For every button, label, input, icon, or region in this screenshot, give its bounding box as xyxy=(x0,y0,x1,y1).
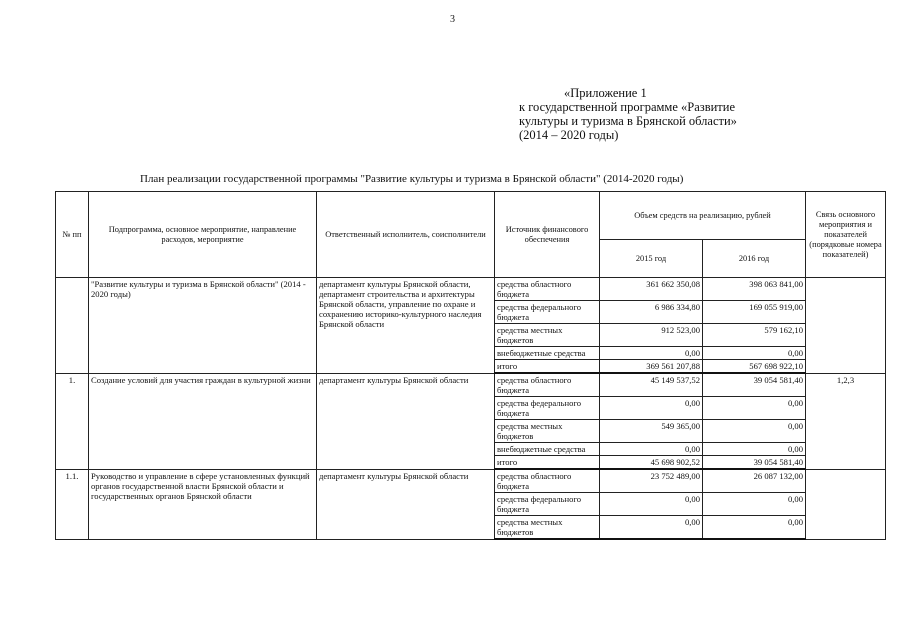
page-number: 3 xyxy=(450,14,455,25)
amount-2016: 398 063 841,00 xyxy=(703,278,806,301)
source-cell: средства федерального бюджета xyxy=(495,397,600,420)
header-volume: Объем средств на реализацию, рублей xyxy=(600,192,806,240)
amount-2015: 549 365,00 xyxy=(600,420,703,443)
appendix-line: к государственной программе «Развитие xyxy=(519,100,735,114)
source-cell: средства областного бюджета xyxy=(495,278,600,301)
table-row xyxy=(56,278,886,301)
amount-2016: 39 054 581,40 xyxy=(703,373,806,397)
header-subprogram: Подпрограмма, основное мероприятие, направление расходов, мероприятие xyxy=(89,192,317,278)
table-row xyxy=(56,373,886,397)
indicator-link xyxy=(806,278,886,374)
table-row xyxy=(56,469,886,493)
source-cell: средства областного бюджета xyxy=(495,373,600,397)
amount-2016: 579 162,10 xyxy=(703,324,806,347)
source-cell: внебюджетные средства xyxy=(495,443,600,456)
source-cell: средства местных бюджетов xyxy=(495,420,600,443)
source-cell: итого xyxy=(495,360,600,374)
source-cell: средства местных бюджетов xyxy=(495,516,600,540)
header-executor: Ответственный исполнитель, соисполнители xyxy=(317,192,495,278)
row-number: 1. xyxy=(56,373,89,469)
plan-title: План реализации государственной программы "Развитие культуры и туризма в Брянской области" (2014-2020 годы) xyxy=(140,173,684,185)
amount-2015: 6 986 334,80 xyxy=(600,301,703,324)
amount-2015: 0,00 xyxy=(600,516,703,540)
amount-2016: 0,00 xyxy=(703,347,806,360)
amount-2016: 0,00 xyxy=(703,493,806,516)
header-2015: 2015 год xyxy=(600,240,703,278)
source-cell: итого xyxy=(495,456,600,470)
amount-2015: 0,00 xyxy=(600,397,703,420)
amount-2016: 169 055 919,00 xyxy=(703,301,806,324)
amount-2015: 23 752 489,00 xyxy=(600,469,703,493)
amount-2015: 369 561 207,88 xyxy=(600,360,703,374)
table-header-row xyxy=(56,192,886,240)
amount-2016: 0,00 xyxy=(703,516,806,540)
plan-table-body xyxy=(56,278,886,540)
measure-name: Создание условий для участия граждан в культурной жизни xyxy=(89,373,317,469)
indicator-link xyxy=(806,469,886,539)
source-cell: средства федерального бюджета xyxy=(495,301,600,324)
header-source: Источник финансового обеспечения xyxy=(495,192,600,278)
amount-2015: 45 698 902,52 xyxy=(600,456,703,470)
executor-cell: департамент культуры Брянской области xyxy=(317,469,495,539)
amount-2015: 361 662 350,08 xyxy=(600,278,703,301)
header-num: № пп xyxy=(56,192,89,278)
measure-name: "Развитие культуры и туризма в Брянской области" (2014 - 2020 годы) xyxy=(89,278,317,374)
amount-2016: 39 054 581,40 xyxy=(703,456,806,470)
amount-2015: 0,00 xyxy=(600,493,703,516)
amount-2015: 912 523,00 xyxy=(600,324,703,347)
amount-2015: 45 149 537,52 xyxy=(600,373,703,397)
source-cell: средства местных бюджетов xyxy=(495,324,600,347)
amount-2016: 0,00 xyxy=(703,443,806,456)
amount-2016: 0,00 xyxy=(703,420,806,443)
source-cell: внебюджетные средства xyxy=(495,347,600,360)
plan-table xyxy=(55,191,886,540)
amount-2016: 567 698 922,10 xyxy=(703,360,806,374)
executor-cell: департамент культуры Брянской области xyxy=(317,373,495,469)
indicator-link: 1,2,3 xyxy=(806,373,886,469)
source-cell: средства областного бюджета xyxy=(495,469,600,493)
source-cell: средства федерального бюджета xyxy=(495,493,600,516)
row-number: 1.1. xyxy=(56,469,89,539)
header-link: Связь основного мероприятия и показателей (порядковые номера показателей) xyxy=(806,192,886,278)
amount-2015: 0,00 xyxy=(600,443,703,456)
header-2016: 2016 год xyxy=(703,240,806,278)
amount-2015: 0,00 xyxy=(600,347,703,360)
appendix-line: культуры и туризма в Брянской области» xyxy=(519,114,737,128)
appendix-line: (2014 – 2020 годы) xyxy=(519,128,619,142)
row-number xyxy=(56,278,89,374)
appendix-line: «Приложение 1 xyxy=(564,86,647,100)
amount-2016: 0,00 xyxy=(703,397,806,420)
measure-name: Руководство и управление в сфере установленных функций органов государственной власти Брянской области и государственных органов Брянской области xyxy=(89,469,317,539)
amount-2016: 26 087 132,00 xyxy=(703,469,806,493)
executor-cell: департамент культуры Брянской области, департамент строительства и архитектуры Брянской области, управление по охране и сохранению историко-культурного наследия Брянской области xyxy=(317,278,495,374)
appendix-block xyxy=(519,86,737,142)
